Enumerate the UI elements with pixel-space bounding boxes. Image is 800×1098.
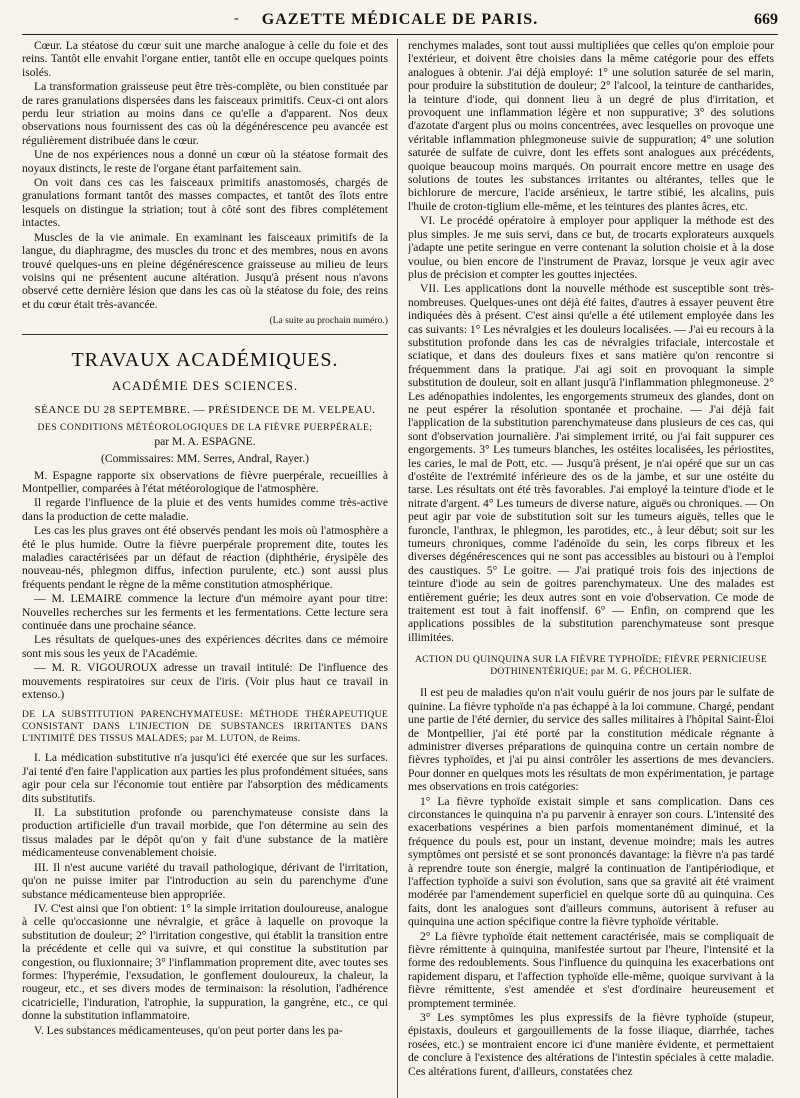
- article-title: DES CONDITIONS MÉTÉOROLOGIQUES DE LA FIÈVRE PUERPÉRALE;: [37, 421, 373, 433]
- paragraph: Les cas les plus graves ont été observés pendant les mois où l'atmosphère a été le plus humide. Outre la fièvre puerpérale proprement dite, toutes les maladies caractérisées par un défaut de réaction (diphthérie, érysipèle des nouveau-nés, phlegmon diffus, infection purulente, etc.) sont aussi plus fréquents pendant le règne de la même constitution atmosphérique.: [22, 524, 388, 591]
- journal-title: GAZETTE MÉDICALE DE PARIS.: [261, 11, 539, 28]
- paragraph: I. La médication substitutive n'a jusqu'ici été exercée que sur les surfaces. J'ai tenté d'en faire l'application aux parties les plus profondément situées, sans agir pour cela sur l'économie tout entière par l'absorption des médicaments dits substitutifs.: [22, 751, 388, 805]
- article-title: ACTION DU QUINQUINA SUR LA FIÈVRE TYPHOÏDE; FIÈVRE PERNICIEUSE DOTHINENTÉRIQUE; par M. G. PÉCHOLIER.: [414, 654, 768, 678]
- paragraph: Il est peu de maladies qu'on n'ait voulu guérir de nos jours par le sulfate de quinine. La fièvre typhoïde n'a pas échappé à la loi commune. Chargé, pendant une partie de l'été dernier, du service des salles militaires à l'hôpital Saint-Éloi de Montpellier, j'ai été porté par la constitution médicale régnante à administrer diverses préparations de quinquina contre un certain nombre de fièvres typhoïdes, et j'ai pu ainsi contrôler les assertions de mes devanciers. Pour donner en quelques mots les résultats de mon expérimentation, je partage mes observations en trois catégories:: [408, 686, 774, 794]
- paragraph: Il regarde l'influence de la pluie et des vents humides comme très-active dans la production de cette maladie.: [22, 496, 388, 523]
- paragraph: Les résultats de quelques-unes des expériences décrites dans ce mémoire sont mis sous les yeux de l'Académie.: [22, 633, 388, 660]
- right-column: [408, 39, 774, 1098]
- paragraph: 2° La fièvre typhoïde était nettement caractérisée, mais se compliquait de fièvre rémittente à quinquina, manifestée surtout par l'heure, l'intensité et la forme des redoublements. Sous l'influence du quinquina les exacerbations ont rapidement disparu, et l'affection typhoïde elle-même, quoique survivant à la fièvre rémittente, s'est amendée et s'est d'ordinaire heureusement et promptement terminée.: [408, 929, 774, 1010]
- paragraph: III. Il n'est aucune variété du travail pathologique, dérivant de l'irritation, qu'on ne puisse imiter par l'introduction au sein du parenchyme d'une substance médicamenteuse bien appropriée.: [22, 860, 388, 901]
- page-number: 669: [754, 11, 778, 28]
- paragraph: — M. R. VIGOUROUX adresse un travail intitulé: De l'influence des mouvements respiratoires sur ceux de l'iris. (Voir plus haut ce travail in extenso.): [22, 661, 388, 702]
- paragraph: V. Les substances médicamenteuses, qu'on peut porter dans les pa-: [34, 1023, 343, 1037]
- paragraph: — M. LEMAIRE commence la lecture d'un mémoire ayant pour titre: Nouvelles recherches sur les ferments et les fermentations. Cette lecture sera continuée dans une prochaine séance.: [22, 592, 388, 632]
- commissioners: (Commissaires: MM. Serres, Andral, Rayer.): [100, 451, 309, 465]
- text-columns: [22, 39, 778, 1098]
- session-line: SÉANCE DU 28 SEPTEMBRE. — PRÉSIDENCE DE M. VELPEAU.: [34, 403, 376, 416]
- paragraph: VII. Les applications dont la nouvelle méthode est susceptible sont très-nombreuses. Quelques-unes ont déjà été faites, d'autres à essayer peuvent être indiquées dès à présent. C'est ainsi qu'elle a été utilement employée dans les cas suivants: 1° Les névralgies et les douleurs localisées. — J'ai eu recours à la substitution profonde dans les cas de névralgies trifaciale, intercostale et sciatique, et dans des douleurs fixes et sans matière qu'on rencontre si fréquemment dans la pratique. J'ai agi soit en provoquant la simple substitution de douleur, soit en allant jusqu'à l'inflammation phlegmoneuse. 2° Les adénopathies indolentes, les engorgements strumeux des glandes, dont on ne peut espérer la résolution spontanée et prochaine. — J'ai déjà fait l'application de la substitution parenchymateuse dans plusieurs de ces cas, qui sont d'observation journalière. J'ai simplement irrité, ou j'ai fait suppurer ces engorgements. 3° Les tumeurs blanches, les ostéites localisées, les périostites, les caries, le mal de Pott, etc. — Jusqu'à présent, je n'ai opéré que sur un cas d'ostéite de l'extrémité inférieure des os de la jambe, et sur une ostéite du tarse. Les résultats ont été très favorables. J'ai employé la teinture d'iode et le nitrate d'argent. 4° Les tumeurs de diverse nature, aiguës ou chroniques. — On peut agir par voie de substitution soit sur les tumeurs aiguës, telles que le furoncle, l'anthrax, le phlegmon, les parotides, etc., à leur début; soit sur les tumeurs chroniques, comme l'adénoïde du sein, les corps fibreux et les diverses dégénérescences qui ne sont pas accessibles au bistouri ou à l'emploi des caustiques. 5° Le goitre. — J'ai pratiqué trois fois des injections de teinture d'iode au sein de goitres parenchymateux. Une des malades est entièrement guérie; les deux autres sont en voie d'observation. Ce mode de traitement est tout à fait inoffensif. 6° — Enfin, on comprend que les applications possibles de la substitution parenchymateuse sont presque illimitées.: [408, 282, 774, 644]
- paragraph: 1° La fièvre typhoïde existait simple et sans complication. Dans ces circonstances le quinquina n'a pu parvenir à enrayer son cours. L'intensité des exacerbations vespérines a bien parfois momentanément diminué, et la fréquence du pouls est, pour un instant, devenue moindre; mais les autres symptômes ont persisté et se sont prononcés davantage: la fièvre n'a pas tardé à reprendre toute son énergie, malgré la continuation de l'antipériodique, et l'affection typhoïde a suivi son évolution, sans que sa gravité ait été vraiment modérée par l'amendement superficiel en quelque sorte dû au quinquina. Ces faits, dont les analogues sont d'ailleurs communs, autorisent à refuser au quinquina une action spécifique contre la fièvre typhoïde véritable.: [408, 794, 774, 929]
- paragraph: renchymes malades, sont tout aussi multipliées que celles qu'on emploie pour l'extérieur, et doivent être choisies dans la même catégorie pour des effets analogues à obtenir. J'ai déjà employé: 1° une solution saturée de sel marin, pour produire la substitution de douleur; 2° l'alcool, la teinture de cantharides, la teinture d'iode, qui donnent lieu à un degré de plus d'irritation, et provoquent une inflammation légère et non suppurative; 3° des solutions d'azotate d'argent plus ou moins concentrées, avec lesquelles on provoque une véritable inflammation phlegmoneuse suivie de suppuration; 4° une solution saturée de sulfate de cuivre, dont les effets sont analogues aux précédents, quoique beaucoup moins marqués. On pourrait encore mettre en usage des solutions de toutes les substances irritantes ou altérantes, telles que le bichlorure de mercure, l'acide arsénieux, le tartre stibié, les alcalins, puis l'huile de croton-tiglium elle-même, et les teintures des plantes âcres, etc.: [408, 39, 774, 213]
- academy-name: ACADÉMIE DES SCIENCES.: [111, 377, 299, 393]
- paragraph: II. La substitution profonde ou parenchymateuse consiste dans la production artificielle d'un travail morbide, que l'on détermine au sein des tissus malades par le dépôt qu'on y fait d'une substance de la matière médicamenteuse convenablement choisie.: [22, 806, 388, 860]
- article-title: DE LA SUBSTITUTION PARENCHYMATEUSE: MÉTHODE THÉRAPEUTIQUE CONSISTANT DANS L'INJECTION DE SUBSTANCES IRRITANTES DANS L'INTIMITÉ DES TISSUS MALADES; par M. LUTON, de Reims.: [22, 709, 388, 745]
- paragraph: La transformation graisseuse peut être très-complète, ou bien constituée par de rares granulations dispersées dans les faisceaux primitifs. Ceux-ci ont alors perdu leur striation au moins dans ce qu'elle a d'apparent. Nos deux observations nous fournissent des cas où la dégénérescence peu avancée est régulièrement distribuée dans le cœur.: [22, 80, 388, 147]
- paragraph: M. Espagne rapporte six observations de fièvre puerpérale, recueillies à Montpellier, comparées à l'état météorologique de l'atmosphère.: [22, 468, 388, 495]
- paragraph: On voit dans ces cas les faisceaux primitifs anastomosés, chargés de granulations formant tantôt des masses compactes, et tantôt des îlots entre lesquels on distingue la striation; tout à côté sont des fibres complétement intactes.: [22, 176, 388, 230]
- page-header: [22, 8, 778, 35]
- left-column: [22, 39, 388, 1098]
- paragraph: IV. C'est ainsi que l'on obtient: 1° la simple irritation douloureuse, analogue à celle qu'occasionne une névralgie, et grâce à laquelle on provoque la substitution de douleur; 2° l'irritation congestive, qui établit la transition entre la précédente et celle qui va suivre, et qui constitue la substitution par congestion, ou fluxionnaire; 3° l'inflammation proprement dite, avec toutes ses formes: l'hyperémie, l'exsudation, le gonflement douloureux, la chaleur, la rougeur, etc., et ses divers modes de terminaison: la résolution, l'adhérence cicatricielle, l'induration, l'atrophie, la suppuration, la gangrène, etc., ce qui donne la substitution inflammatoire.: [22, 901, 388, 1023]
- article-author: par M. A. ESPAGNE.: [154, 434, 256, 448]
- paragraph: Une de nos expériences nous a donné un cœur où la stéatose formait des noyaux distincts, le reste de l'organe étant parfaitement sain.: [22, 148, 388, 175]
- paragraph: Muscles de la vie animale. En examinant les faisceaux primitifs de la langue, du diaphragme, des muscles du tronc et des membres, nous en avons trouvé quelques-uns en pleine dégénérescence graisseuse au milieu de leurs voisins qui ne présentent aucune altération. Jusqu'à présent nous n'avons observé cette dernière lésion que dans les cas où la stéatose du foie, des reins et du cœur était très-avancée.: [22, 230, 388, 311]
- column-rule: [397, 39, 398, 1098]
- section-divider: [22, 334, 388, 335]
- paragraph: Cœur. La stéatose du cœur suit une marche analogue à celle du foie et des reins. Tantôt elle envahit l'organe entier, tantôt elle en occupe quelques points isolés.: [22, 39, 388, 79]
- header-dash: -: [234, 11, 239, 26]
- continued-note: (La suite au prochain numéro.): [269, 315, 388, 327]
- paragraph: 3° Les symptômes les plus expressifs de la fièvre typhoïde (stupeur, épistaxis, douleurs et gargouillements de la fosse iliaque, diarrhée, taches rosées, etc.) se montraient encore ici d'une manière évidente, et permettaient de conclure à l'existence des altérations de l'intestin spéciales à cette maladie. Ces altérations furent, d'ailleurs, constatées chez: [408, 1011, 774, 1078]
- paragraph: VI. Le procédé opératoire à employer pour appliquer la méthode est des plus simples. Je me suis servi, dans ce but, de trocarts explorateurs auxquels j'adapte une petite seringue en verre contenant la solution choisie et à la dose voulue, ou bien encore de l'instrument de Pravaz, lorsque je veux agir avec plus de précision et compter les gouttes injectées.: [408, 214, 774, 281]
- section-title: TRAVAUX ACADÉMIQUES.: [71, 348, 339, 371]
